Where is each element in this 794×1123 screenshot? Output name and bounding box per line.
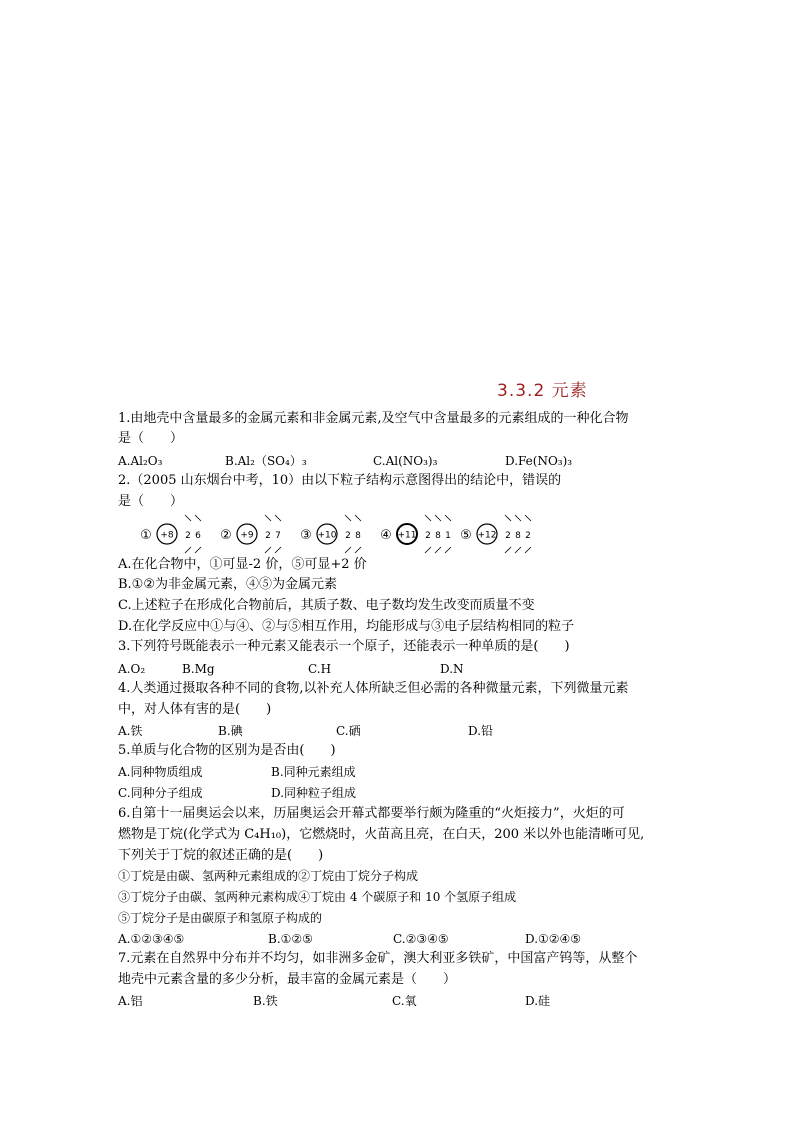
q5-option-b: B.同种元素组成 [271,765,356,779]
shell-arc-bottom [525,547,531,553]
shell-arc-top [265,515,271,521]
shell-arc-top [185,515,191,521]
q6-option-b: B.①②⑤ [268,932,313,946]
nucleus-charge: +9 [240,530,254,541]
q4-stem-line1: 4.人类通过摄取各种不同的食物,以补充人体所缺乏但必需的各种微量元素，下列微量元素 [118,681,629,696]
q5-option-d: D.同种粒子组成 [271,786,357,800]
shell-arc-top [345,515,351,521]
q7-stem-line2: 地壳中元素含量的多少分析，最丰富的金属元素是（ ） [118,972,457,987]
q1-option-b: B.Al₂（SO₄）₃ [225,454,307,468]
shell-electron-count: 2 [185,531,191,541]
q6-stem-line2: 燃物是丁烷(化学式为 C₄H₁₀)，它燃烧时，火苗高且亮，在白天，200 米以外也能清晰可见, [118,827,645,842]
shell-arc-bottom [185,547,191,553]
nucleus-charge: +12 [477,530,497,541]
shell-arc-top [505,515,511,521]
shell-electron-count: 8 [515,531,521,541]
q2-option-a: A.在化合物中，①可显-2 价，⑤可显+2 价 [118,557,367,572]
shell-electron-count: 1 [445,531,451,541]
q4-option-d: D.铅 [468,724,494,738]
q3-option-c: C.H [308,662,332,676]
q1-stem-line2: 是（ ） [118,431,184,446]
shell-arc-bottom [435,547,441,553]
q1-option-c: C.Al(NO₃)₃ [373,454,438,468]
q6-option-a: A.①②③④⑤ [118,932,185,946]
shell-arc-top [525,515,531,521]
nucleus-charge: +10 [317,530,337,541]
q6-option-c: C.②③④⑤ [393,932,449,946]
q3-option-a: A.O₂ [118,662,146,676]
q2-option-c: C.上述粒子在形成化合物前后，其质子数、电子数均发生改变而质量不变 [118,598,535,613]
q2-option-b: B.①②为非金属元素，④⑤为金属元素 [118,577,337,592]
shell-arc-bottom [505,547,511,553]
shell-electron-count: 8 [435,531,441,541]
q4-option-c: C.硒 [336,724,361,738]
shell-arc-top [275,515,281,521]
q4-stem-line2: 中，对人体有害的是( ) [118,702,272,717]
shell-arc-top [445,515,451,521]
shell-arc-bottom [195,547,201,553]
q7-option-b: B.铁 [253,994,278,1008]
q7-stem-line1: 7.元素在自然界中分布并不均匀，如非洲多金矿，澳大利亚多铁矿，中国富产钨等，从整个 [118,951,638,966]
q6-stem-line1: 6.自第十一届奥运会以来，历届奥运会开幕式都要举行颇为隆重的“火炬接力”，火炬的可 [118,806,625,821]
q2-stem-line2: 是（ ） [118,494,184,509]
particle-label: ② [220,528,232,543]
q7-option-c: C.氧 [392,994,417,1008]
shell-electron-count: 7 [275,531,281,541]
q5-stem: 5.单质与化合物的区别为是否由( ) [118,743,336,758]
shell-arc-bottom [275,547,281,553]
shell-arc-bottom [265,547,271,553]
q5-option-c: C.同种分子组成 [118,786,203,800]
particle-label: ① [140,528,152,543]
q6-statement-3-4: ③丁烷分子由碳、氢两种元素构成④丁烷由 4 个碳原子和 10 个氢原子组成 [118,890,517,904]
page-title: 3.3.2 元素 [497,381,588,401]
nucleus-charge: +11 [397,530,417,541]
q2-option-d: D.在化学反应中①与④、②与⑤相互作用，均能形成与③电子层结构相同的粒子 [118,619,575,634]
shell-arc-top [435,515,441,521]
q1-option-a: A.Al₂O₃ [118,454,163,468]
q6-statement-5: ⑤丁烷分子是由碳原子和氢原子构成的 [118,911,323,925]
shell-arc-top [355,515,361,521]
shell-electron-count: 6 [195,531,201,541]
shell-electron-count: 2 [265,531,271,541]
shell-electron-count: 2 [425,531,431,541]
q4-option-b: B.碘 [218,724,243,738]
particle-structure-diagram [140,512,560,556]
shell-arc-top [195,515,201,521]
shell-arc-bottom [345,547,351,553]
q3-stem: 3.下列符号既能表示一种元素又能表示一个原子，还能表示一种单质的是( ) [118,639,570,654]
q7-option-a: A.铝 [118,994,143,1008]
shell-electron-count: 2 [525,531,531,541]
shell-arc-bottom [445,547,451,553]
shell-electron-count: 2 [505,531,511,541]
q1-option-d: D.Fe(NO₃)₃ [505,454,573,468]
particle-label: ⑤ [460,528,472,543]
shell-arc-bottom [355,547,361,553]
q2-stem-line1: 2.（2005 山东烟台中考，10）由以下粒子结构示意图得出的结论中，错误的 [118,473,562,488]
q7-option-d: D.硅 [525,994,551,1008]
shell-arc-bottom [425,547,431,553]
q6-statement-1-2: ①丁烷是由碳、氢两种元素组成的②丁烷由丁烷分子构成 [118,869,419,883]
q3-option-b: B.Mg [182,662,215,676]
shell-arc-top [515,515,521,521]
shell-arc-top [425,515,431,521]
q3-option-d: D.N [440,662,464,676]
shell-arc-bottom [515,547,521,553]
shell-electron-count: 2 [345,531,351,541]
q4-option-a: A.铁 [118,724,143,738]
particle-label: ④ [380,528,392,543]
q6-stem-line3: 下列关于丁烷的叙述正确的是( ) [118,848,324,863]
shell-electron-count: 8 [355,531,361,541]
nucleus-charge: +8 [160,530,174,541]
q6-option-d: D.①②④⑤ [525,932,582,946]
q1-stem-line1: 1.由地壳中含量最多的金属元素和非金属元素,及空气中含量最多的元素组成的一种化合物 [118,411,629,426]
q5-option-a: A.同种物质组成 [118,765,203,779]
particle-label: ③ [300,528,312,543]
